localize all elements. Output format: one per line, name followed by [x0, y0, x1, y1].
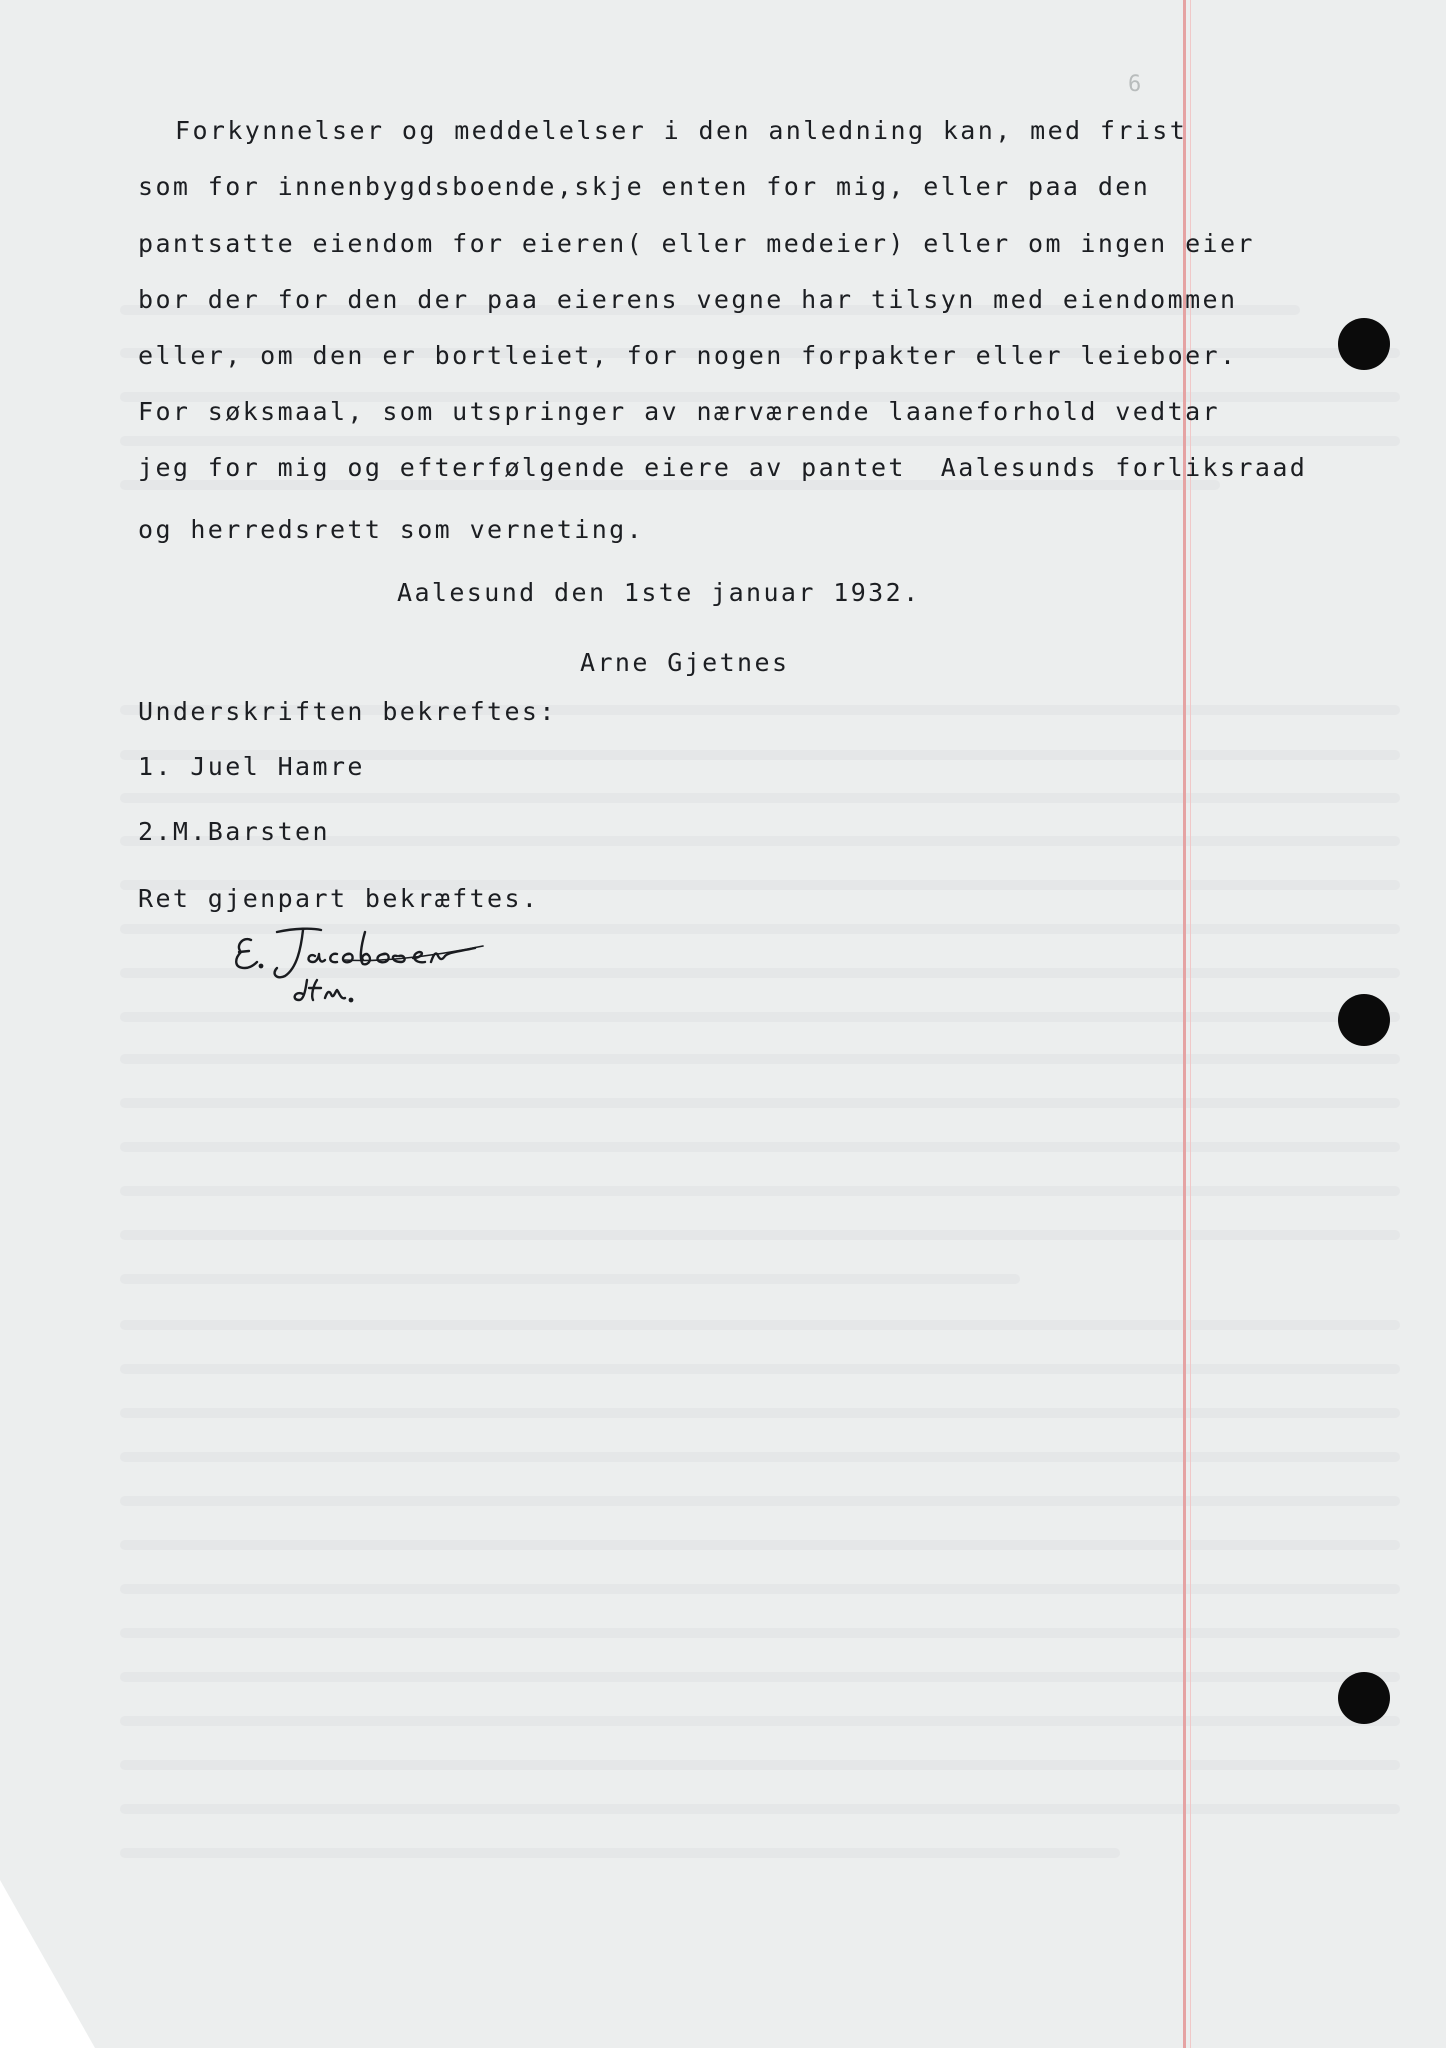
- body-line-3: pantsatte eiendom for eieren( eller medeier) eller om ingen eier: [138, 229, 1255, 258]
- bleed-through: [120, 1540, 1400, 1550]
- bleed-through: [120, 1142, 1400, 1152]
- bleed-through: [120, 793, 1400, 803]
- bleed-through: [120, 1408, 1400, 1418]
- place-date: Aalesund den 1ste januar 1932.: [397, 578, 921, 607]
- bleed-through: [120, 1628, 1400, 1638]
- bleed-through: [120, 1804, 1400, 1814]
- body-line-5: eller, om den er bortleiet, for nogen forpakter eller leieboer.: [138, 341, 1238, 370]
- bleed-through: [120, 1230, 1400, 1240]
- punch-hole: [1338, 994, 1390, 1046]
- bleed-through: [120, 1760, 1400, 1770]
- punch-hole: [1338, 1672, 1390, 1724]
- bleed-through: [120, 1320, 1400, 1330]
- body-line-6: For søksmaal, som utspringer av nærværende laaneforhold vedtar: [138, 397, 1220, 426]
- handwritten-signature: [225, 918, 495, 1008]
- bleed-through: [120, 1098, 1400, 1108]
- body-line-4: bor der for den der paa eierens vegne har tilsyn med eiendommen: [138, 285, 1238, 314]
- torn-corner: [0, 1880, 95, 2048]
- bleed-through: [120, 1584, 1400, 1594]
- body-line-7: jeg for mig og efterfølgende eiere av pantet Aalesunds forliksraad: [138, 453, 1308, 482]
- body-line-1: Forkynnelser og meddelelser i den anledning kan, med frist: [175, 116, 1188, 145]
- bleed-through: [120, 1452, 1400, 1462]
- punch-hole: [1338, 318, 1390, 370]
- bleed-through: [120, 436, 1400, 446]
- body-line-2: som for innenbygdsboende,skje enten for mig, eller paa den: [138, 172, 1151, 201]
- bleed-through: [120, 1054, 1400, 1064]
- signer-name: Arne Gjetnes: [580, 648, 790, 677]
- bleed-through: [120, 1274, 1020, 1284]
- copy-confirmation: Ret gjenpart bekræftes.: [138, 884, 540, 913]
- bleed-through: [120, 1012, 1400, 1022]
- bleed-through: [120, 1848, 1120, 1858]
- bleed-through: [120, 1672, 1400, 1682]
- witness-1: 1. Juel Hamre: [138, 752, 365, 781]
- bleed-through: [120, 1364, 1400, 1374]
- header-mark: 6: [1128, 72, 1144, 97]
- bleed-through: [120, 1716, 1400, 1726]
- bleed-through: [120, 1186, 1400, 1196]
- body-line-8: og herredsrett som verneting.: [138, 515, 645, 544]
- witness-2: 2.M.Barsten: [138, 817, 330, 846]
- attestation-heading: Underskriften bekreftes:: [138, 697, 557, 726]
- bleed-through: [120, 1496, 1400, 1506]
